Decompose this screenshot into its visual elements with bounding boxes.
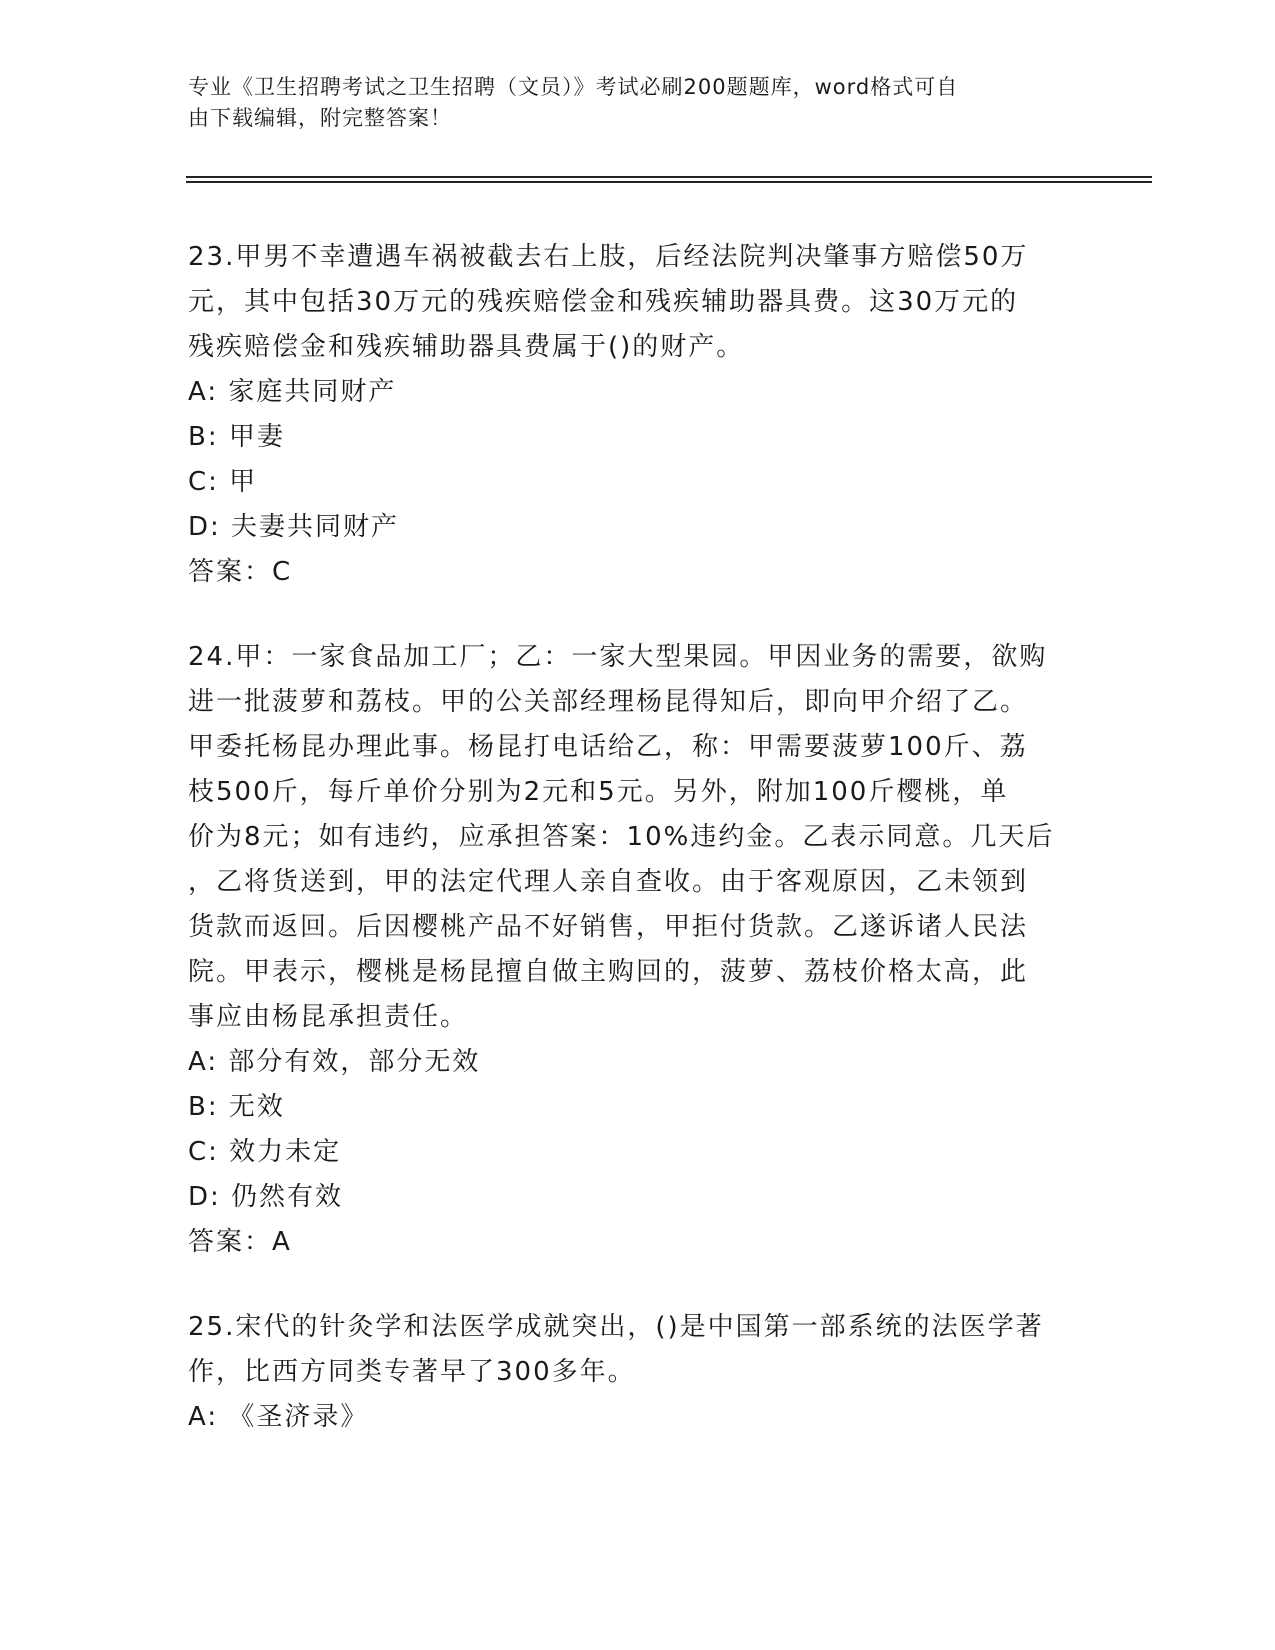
- answer-option: C: 甲: [188, 467, 258, 497]
- question-text-line: ，乙将货送到，甲的法定代理人亲自查收。由于客观原因，乙未领到: [188, 867, 1029, 897]
- answer-option: A: 家庭共同财产: [188, 377, 397, 407]
- header-rule-top: [186, 176, 1152, 178]
- question-text-line: 甲委托杨昆办理此事。杨昆打电话给乙，称：甲需要菠萝100斤、荔: [188, 732, 1028, 762]
- header-line-1: 专业《卫生招聘考试之卫生招聘（文员）》考试必刷200题题库，word格式可自: [188, 75, 959, 99]
- answer-option: A: 部分有效，部分无效: [188, 1047, 481, 1077]
- answer-key: 答案：C: [188, 557, 293, 587]
- question-text-line: 元，其中包括30万元的残疾赔偿金和残疾辅助器具费。这30万元的: [188, 287, 1019, 317]
- answer-option: B: 无效: [188, 1092, 285, 1122]
- answer-option: B: 甲妻: [188, 422, 285, 452]
- question-text-line: 作，比西方同类专著早了300多年。: [188, 1357, 636, 1387]
- answer-option: A: 《圣济录》: [188, 1402, 369, 1432]
- document-header: [188, 72, 1068, 134]
- question-text-line: 23.甲男不幸遭遇车祸被截去右上肢，后经法院判决肇事方赔偿50万: [188, 242, 1029, 272]
- question-text-line: 24.甲：一家食品加工厂；乙：一家大型果园。甲因业务的需要，欲购: [188, 642, 1048, 672]
- question-list: [188, 235, 1068, 1480]
- question-block: [188, 235, 1068, 595]
- question-text-line: 残疾赔偿金和残疾辅助器具费属于()的财产。: [188, 332, 745, 362]
- question-text-line: 25.宋代的针灸学和法医学成就突出，()是中国第一部系统的法医学著: [188, 1312, 1044, 1342]
- question-text-line: 院。甲表示，樱桃是杨昆擅自做主购回的，菠萝、荔枝价格太高，此: [188, 957, 1029, 987]
- answer-option: D: 仍然有效: [188, 1182, 344, 1212]
- answer-key: 答案：A: [188, 1227, 292, 1257]
- question-block: [188, 1305, 1068, 1440]
- header-rule-bottom: [186, 181, 1152, 183]
- question-text-line: 价为8元；如有违约，应承担答案：10%违约金。乙表示同意。几天后: [188, 822, 1055, 852]
- question-text-line: 事应由杨昆承担责任。: [188, 1002, 469, 1032]
- question-text-line: 进一批菠萝和荔枝。甲的公关部经理杨昆得知后，即向甲介绍了乙。: [188, 687, 1029, 717]
- header-line-2: 由下载编辑，附完整答案！: [188, 106, 452, 130]
- question-block: [188, 635, 1068, 1265]
- question-text-line: 货款而返回。后因樱桃产品不好销售，甲拒付货款。乙遂诉诸人民法: [188, 912, 1029, 942]
- answer-option: D: 夫妻共同财产: [188, 512, 400, 542]
- question-text-line: 枝500斤，每斤单价分别为2元和5元。另外，附加100斤樱桃，单: [188, 777, 1009, 807]
- answer-option: C: 效力未定: [188, 1137, 342, 1167]
